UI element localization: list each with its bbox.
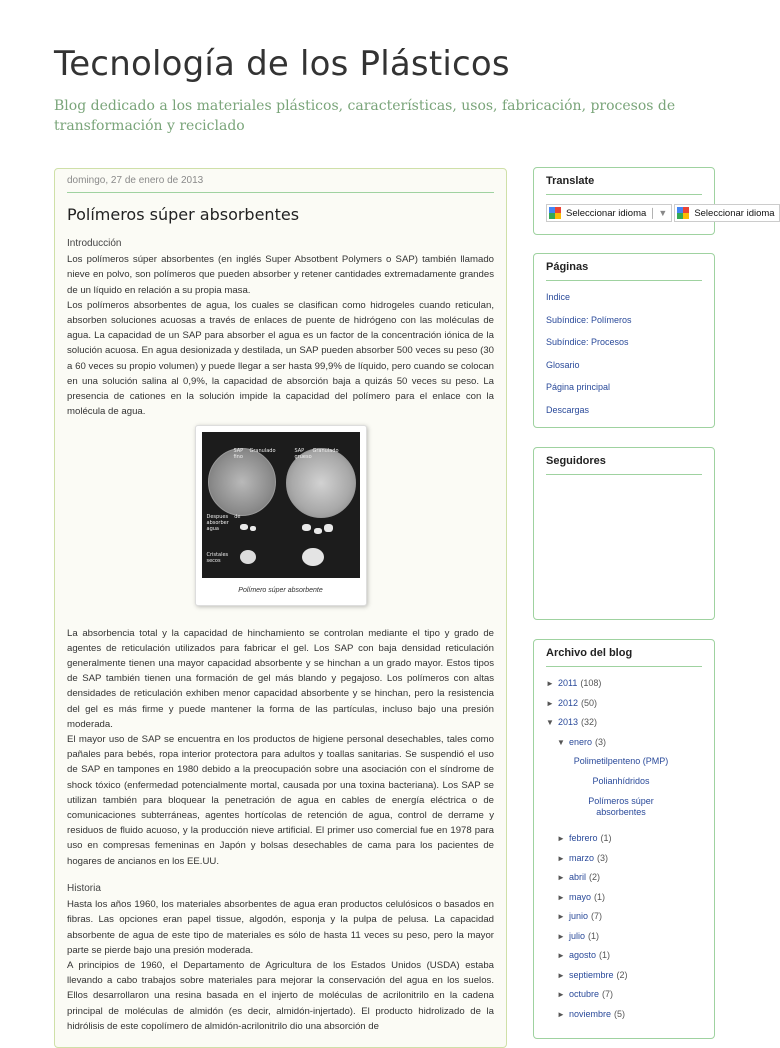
archive-month-marzo [546,853,702,864]
gel-bead [314,528,322,534]
archive-month-enero [546,737,702,748]
archive-month-link[interactable]: noviembre [569,1008,612,1019]
history-heading: Historia [67,882,101,894]
page-link-descargas[interactable]: Descargas [546,404,590,415]
page-link-glosario[interactable]: Glosario [546,359,580,370]
gel-bead [324,524,333,532]
page-link-indice[interactable]: Indice [546,292,571,302]
dry-crystals-fine [240,550,256,564]
language-select[interactable] [546,204,672,222]
archive-count: (2) [589,872,601,882]
archive-count: (7) [591,911,603,921]
paragraph-1: Los polímeros súper absorbentes (en inglés Super Absotbent Polymers o SAP) también llamado nieve en polvo, son polímeros que pueden absorber y retener cantidades extremadamente grandes de un líquido en relación a su propia masa. [67,254,494,296]
page-link-procesos[interactable]: Subíndice: Procesos [546,337,629,347]
figure-caption: Polímero súper absorbente [238,587,323,595]
paragraph-5: Hasta los años 1960, los materiales absorbentes de agua eran productos celulósicos o basados en fibras. Las opciones eran papel tissue, algodón, esponja y la pulpa de pelusa. La capacidad absorbente de agua de este tipo de materiales es sólo de hasta 11 veces su peso, pero la mayor parte se pierde bajo una presión moderada. [67,899,494,956]
gel-bead [302,524,311,531]
archive-month-noviembre [546,1009,702,1020]
archive-month-link[interactable]: abril [569,872,587,882]
gel-bead [240,524,248,530]
archive-year-link[interactable]: 2011 [558,678,578,688]
archive-count: (32) [581,717,598,727]
followers-title: Seguidores [546,455,702,475]
followers-widget [533,447,715,620]
triangle-right-icon[interactable]: ► [557,873,565,882]
archive-widget [533,639,715,1039]
archive-month-link[interactable]: julio [569,930,586,941]
archive-month-mayo [546,892,702,903]
page-link-polimeros[interactable]: Subíndice: Polímeros [546,314,632,325]
triangle-right-icon[interactable]: ► [557,912,565,921]
translate-widget [533,167,775,235]
archive-month-junio [546,911,702,922]
language-select-2[interactable] [674,204,779,222]
archive-count: (3) [595,736,607,747]
language-select-label: Seleccionar idioma [566,207,647,219]
archive-year-2013 [546,717,702,728]
label-after: Despues de absorber agua [206,514,241,533]
language-select-label: Seleccionar idioma [694,207,775,219]
post-date: domingo, 27 de enero de 2013 [67,175,494,193]
archive-month-link[interactable]: mayo [569,891,592,902]
google-translate-icon [549,207,562,220]
archive-year-2011 [546,678,702,689]
post-body [67,236,494,1034]
triangle-right-icon[interactable]: ► [557,990,565,999]
archive-month-link[interactable]: marzo [569,852,595,863]
archive-month-link[interactable]: febrero [569,833,598,843]
blog-title[interactable]: Tecnología de los Plásticos [54,44,510,84]
archive-month-link[interactable]: agosto [569,950,597,960]
archive-month-septiembre [546,970,702,981]
triangle-right-icon[interactable]: ► [546,698,554,708]
blog-description: Blog dedicado a los materiales plásticos, características, usos, fabricación, procesos de transformación y reciclado [54,98,676,134]
triangle-right-icon[interactable]: ► [557,892,565,902]
triangle-right-icon[interactable]: ► [557,951,565,960]
google-translate-icon [677,207,690,220]
intro-heading: Introducción [67,238,122,249]
archive-post-sap[interactable]: Polímeros súper absorbentes [588,796,654,817]
page-link-principal[interactable]: Página principal [546,382,611,392]
figure-sap[interactable] [195,425,367,605]
dry-crystals-coarse [302,548,324,566]
post-container [54,168,507,1048]
archive-count: (2) [616,969,628,980]
archive-month-abril [546,872,702,883]
pages-widget [533,253,715,428]
archive-title: Archivo del blog [546,647,702,667]
archive-month-julio [546,931,702,942]
triangle-right-icon[interactable]: ► [557,853,565,863]
triangle-right-icon[interactable]: ► [557,834,565,843]
triangle-down-icon[interactable]: ▼ [546,718,554,727]
translate-title: Translate [546,175,702,195]
triangle-right-icon[interactable]: ► [557,1009,565,1019]
archive-month-febrero [546,833,702,844]
blog-header [54,44,744,136]
post-title[interactable]: Polímeros súper absorbentes [67,205,300,224]
archive-count: (1) [599,950,611,960]
triangle-right-icon[interactable]: ► [557,931,565,941]
archive-post-polianhidridos[interactable]: Polianhídridos [592,776,650,786]
archive-month-link[interactable]: octubre [569,989,600,999]
sap-photo [202,432,360,578]
triangle-right-icon[interactable]: ► [546,679,554,688]
paragraph-6: A principios de 1960, el Departamento de Agricultura de los Estados Unidos (USDA) estaba llevando a cabo trabajos sobre materiales para mejorar la conservación del agua en los suelos. Ellos desarrollaron una resina basada en el injerto de moléculas de acrilonitrilo en la cadena principal de moléculas de almidón (es decir, almidón-injertado). El producto hidrolizado de la hidrólisis de este copolímero de almidón-acrilonitrilo dio una absorción de [67,959,494,1032]
archive-month-list [546,833,702,1020]
archive-count: (1) [594,891,606,902]
archive-year-2012 [546,698,702,709]
archive-count: (5) [614,1008,626,1019]
archive-month-link[interactable]: enero [569,736,593,747]
pages-title: Páginas [546,261,702,281]
gel-bead [250,526,256,531]
archive-month-agosto [546,950,702,961]
archive-count: (1) [588,930,600,941]
paragraph-3: La absorbencia total y la capacidad de hinchamiento se controlan mediante el tipo y grado de agentes de reticulación utilizados para fabricar el gel. Los SAP con baja densidad reticulación generalmente tienen una mayor capacidad absorbente y se hinchan a un grado mayor. Estos tipos de SAP también tienen una formación de gel más blando y pegajoso. Los polímeros con altas densidades de reticulación exhiben menor capacidad absorbente y se hinchan, pero la resistencia del gel es más firme y puede mantener la forma de las partículas, incluso bajo una presión moderada. [67,627,494,730]
label-coarse: SAP Granulado grueso [294,448,339,461]
paragraph-4: El mayor uso de SAP se encuentra en los productos de higiene personal desechables, tales como pañales para bebés, ropa interior protectora para adultos y toallas sanitarias. Se suspendió el uso de SAP en tampones en 1980 debido a la preocupación sobre una asociación con el síndrome de shock tóxico (enfermedad potencialmente mortal, causada por una toxina bacteriana). Los SAP se utilizan también para bloquear la penetración de agua en cables de energía eléctrica o de comunicaciones subterráneas, agentes hortícolas de retención de agua, control de derrame y residuos de fluido acuoso, y la producción nieve artificial. El primer uso comercial fue en 1978 para uso en compresas femeninas en Japón y bolsas desechables de cama para los pacientes de hogares de ancianos en los EE.UU. [67,734,494,867]
archive-count: (1) [600,833,612,843]
label-fine: SAP Granulado fino [233,448,276,461]
triangle-right-icon[interactable]: ► [557,970,565,980]
archive-month-link[interactable]: septiembre [569,969,614,980]
archive-count: (3) [597,852,609,863]
select-divider: │ ▼ [650,208,668,218]
triangle-down-icon[interactable]: ▼ [557,737,565,747]
archive-month-link[interactable]: junio [569,911,589,921]
archive-year-link[interactable]: 2012 [558,697,579,708]
archive-count: (108) [580,678,602,688]
paragraph-2: Los polímeros absorbentes de agua, los cuales se clasifican como hidrogeles cuando reticulan, absorben soluciones acuosas a través de enlaces de puente de hidrógeno con las moléculas de agua. La capacidad de un SAP para absorber el agua es un factor de la concentración iónica de la solución acuosa. En agua desionizada y destilada, un SAP pueden absorber 500 veces su peso (30 a 60 veces su propio volumen) y puede llegar a ser hasta 99,9% de líquido, pero cuando se colocan en una solución salina al 0,9%, la capacidad de absorción baja a quizás 50 veces su peso. La presencia de cationes en la solución impide la capacidad del polímero para el enlace con la molécula de agua. [67,299,494,418]
archive-year-link[interactable]: 2013 [558,717,579,727]
archive-count: (50) [581,697,598,708]
label-dry: Cristales secos [206,552,229,565]
archive-month-octubre [546,989,702,1000]
archive-count: (7) [602,989,614,999]
archive-post-pmp[interactable]: Polimetilpenteno (PMP) [573,756,669,766]
